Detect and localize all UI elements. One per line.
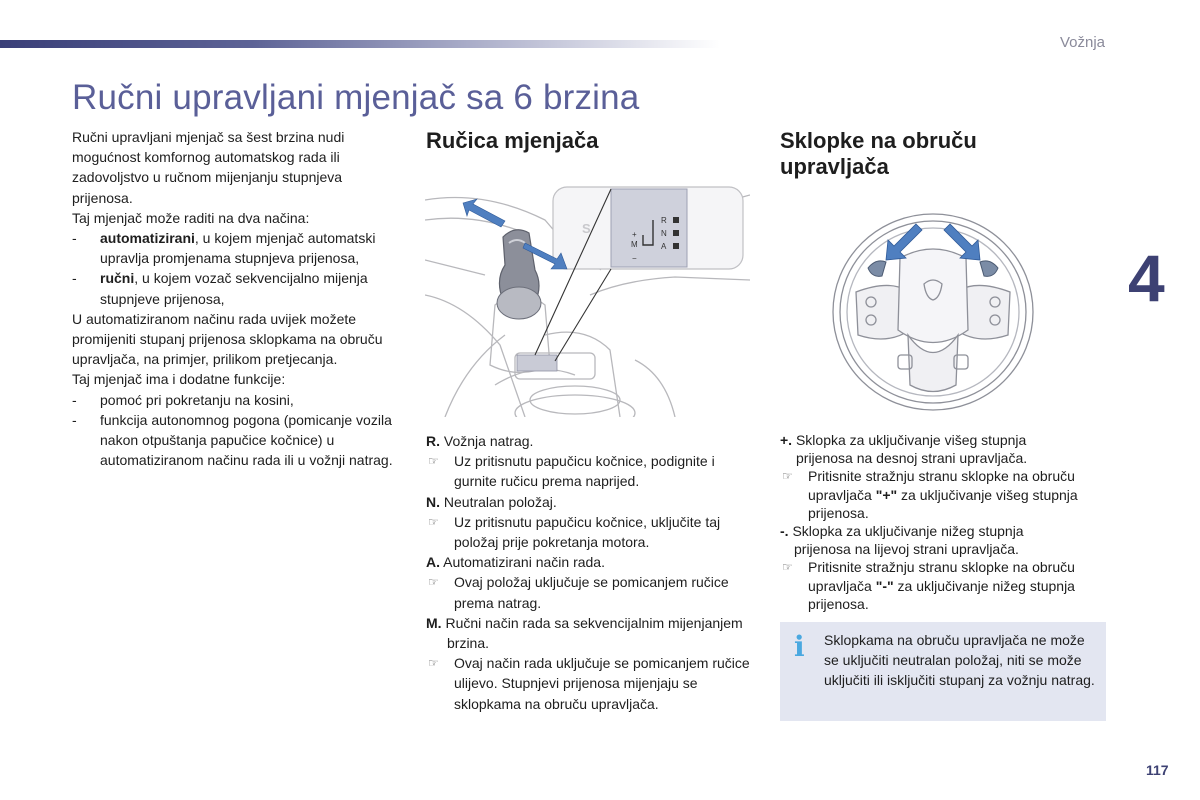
page-number: 117 (1146, 762, 1169, 778)
list-item (780, 431, 1080, 467)
mode-description: , u kojem vozač sekvencijalno mijenja stupnjeve prijenosa, (100, 270, 368, 307)
dash-marker: - (72, 270, 77, 287)
steering-wheel-illustration (828, 210, 1038, 415)
intro-paragraph: Ručni upravljani mjenjač sa šest brzina nudi mogućnost komfornog automatskog rada ili zadovoljstvo u ručnom mijenjanju stupnjeva prijenosa. (72, 129, 345, 206)
list-item (426, 613, 756, 653)
paddle-key: +. (780, 432, 793, 448)
mode-name: automatizirani (100, 230, 195, 247)
instruction (426, 512, 756, 552)
list-item (780, 522, 1080, 558)
intro-column (72, 127, 402, 470)
chapter-number: 4 (1128, 241, 1165, 315)
position-key: A. (426, 554, 440, 571)
position-key: M. (426, 614, 442, 631)
intro-paragraph: U automatiziranom načinu rada uvijek možete promijeniti stupanj prijenosa sklopkama na obruču upravljača, na primjer, prilikom pretjecanja. (72, 310, 383, 368)
heading-line: upravljača (780, 154, 889, 179)
neutral-letter: N (661, 229, 667, 238)
mode-name: ručni (100, 270, 135, 287)
paddle-symbol: "+" (875, 486, 898, 503)
info-icon: i (794, 630, 805, 663)
position-key: R. (426, 433, 440, 449)
instruction-text: Pritisnite stražnju stranu sklopke na obruču upravljača (808, 559, 1075, 594)
pointing-hand-icon: ☞ (428, 454, 439, 469)
gear-lever-illustration (425, 185, 750, 417)
list-item (426, 492, 756, 512)
manual-letter: M (631, 240, 638, 249)
pointing-hand-icon: ☞ (782, 560, 793, 575)
dash-marker: - (72, 391, 77, 408)
info-text: Sklopkama na obruču upravljača ne može se uključiti neutralan položaj, niti se može uključiti ili isključiti stupanj za vožnju natrag. (824, 632, 1095, 688)
paddles-list (780, 431, 1080, 613)
svg-text:+: + (632, 230, 637, 239)
paddle-label: Sklopka za uključivanje nižeg stupnja prijenosa na lijevoj strani upravljača. (792, 523, 1024, 558)
sport-label: S (582, 221, 591, 236)
instruction-text: Ovaj način rada uključuje se pomicanjem ručice ulijevo. Stupnjevi prijenosa mijenjaju se sklopkama na obruču upravljača. (454, 655, 750, 712)
instruction-text: za uključivanje višeg stupnja prijenosa. (808, 486, 1078, 521)
list-item (72, 390, 402, 410)
function-text: pomoć pri pokretanju na kosini, (100, 391, 294, 408)
paddle-symbol: "-" (875, 577, 894, 594)
list-item (426, 552, 756, 572)
header-gradient-bar (0, 40, 720, 48)
reverse-letter: R (661, 216, 667, 225)
dash-marker: - (72, 230, 77, 247)
pointing-hand-icon: ☞ (428, 514, 439, 529)
instruction (426, 653, 756, 714)
instruction (426, 572, 756, 612)
gear-positions-list (426, 431, 756, 714)
paddle-key: -. (780, 523, 789, 540)
page-title: Ručni upravljani mjenjač sa 6 brzina (72, 78, 640, 117)
position-label: Neutralan položaj. (443, 493, 557, 510)
gear-lever-heading: Ručica mjenjača (426, 128, 599, 153)
section-label: Vožnja (1059, 34, 1105, 51)
paddles-heading (780, 128, 977, 180)
heading-line: Sklopke na obruču (780, 128, 977, 153)
position-key: N. (426, 493, 440, 510)
paddle-label: Sklopka za uključivanje višeg stupnja prijenosa na desnoj strani upravljača. (795, 432, 1028, 467)
list-item (72, 228, 402, 268)
list-item (426, 431, 756, 451)
instruction (780, 558, 1080, 613)
position-label: Ručni način rada sa sekvencijalnim mijenjanjem brzina. (445, 614, 743, 652)
instruction-text: Uz pritisnutu papučicu kočnice, uključite taj položaj prije pokretanja motora. (454, 513, 721, 551)
instruction-text: Uz pritisnutu papučicu kočnice, podignite i gurnite ručicu prema naprijed. (454, 453, 715, 490)
pointing-hand-icon: ☞ (782, 469, 793, 484)
auto-letter: A (661, 242, 667, 251)
list-item (72, 268, 402, 308)
instruction-text: za uključivanje nižeg stupnja prijenosa. (808, 577, 1075, 612)
function-text: funkcija autonomnog pogona (pomicanje vozila nakon otpuštanja papučice kočnice) u automatiziranom načinu rada ili u vožnji natrag. (100, 411, 393, 469)
info-box (780, 622, 1106, 721)
dash-marker: - (72, 411, 77, 428)
intro-paragraph: Taj mjenjač ima i dodatne funkcije: (72, 371, 286, 388)
pointing-hand-icon: ☞ (428, 575, 439, 590)
pointing-hand-icon: ☞ (428, 656, 439, 671)
mode-description: , u kojem mjenjač automatski upravlja promjenama stupnjeva prijenosa, (100, 230, 376, 267)
instruction-text: Pritisnite stražnju stranu sklopke na obruču upravljača (808, 468, 1075, 503)
instruction (780, 467, 1080, 522)
position-label: Automatizirani način rada. (443, 554, 605, 571)
intro-paragraph: Taj mjenjač može raditi na dva načina: (72, 209, 310, 226)
instruction (426, 451, 756, 491)
position-label: Vožnja natrag. (443, 433, 534, 449)
svg-text:−: − (632, 254, 637, 263)
list-item (72, 410, 402, 471)
instruction-text: Ovaj položaj uključuje se pomicanjem ručice prema natrag. (454, 574, 729, 611)
